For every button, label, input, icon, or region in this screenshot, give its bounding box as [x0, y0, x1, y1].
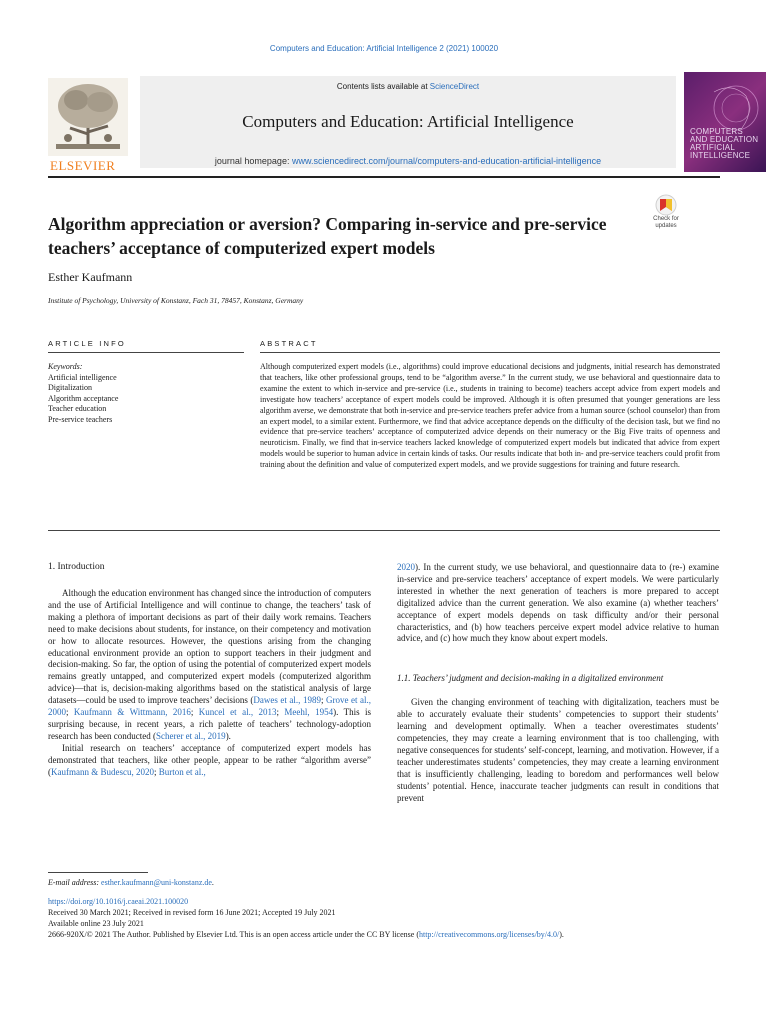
received-dates: Received 30 March 2021; Received in revised form 16 June 2021; Accepted 19 July 2021: [48, 908, 336, 917]
keyword-item: Digitalization: [48, 383, 92, 392]
keyword-item: Algorithm acceptance: [48, 393, 119, 403]
abstract-divider: [260, 352, 720, 353]
journal-info-box: [140, 76, 676, 168]
bookmark-icon: [646, 194, 686, 216]
author-name[interactable]: Esther Kaufmann: [48, 270, 133, 284]
sciencedirect-link[interactable]: ScienceDirect: [429, 82, 480, 91]
paragraph: [397, 562, 719, 645]
check-updates-label: Check for updates: [653, 216, 679, 229]
ref-link[interactable]: Dawes et al., 1989: [253, 695, 321, 706]
journal-homepage: [140, 156, 676, 166]
text-run: ). This is surprising because, in recent years, a rich palette of teachers’ technology-adoption research has been conducted (: [48, 707, 371, 741]
journal-cover[interactable]: [684, 72, 766, 172]
ref-link[interactable]: Meehl, 1954: [284, 707, 334, 718]
journal-header: [48, 72, 759, 174]
ref-link[interactable]: Scherer et al., 2019: [155, 730, 226, 741]
ref-link[interactable]: Burton et al.,: [158, 766, 206, 777]
author-affiliation: Institute of Psychology, University of Konstanz, Fach 31, 78457, Konstanz, Germany: [48, 296, 304, 305]
ref-link[interactable]: Kaufmann & Wittmann, 2016: [73, 707, 191, 718]
text-run: Although the education environment has changed since the introduction of computers and the use of Artificial Intelligence and will continue to change, the teachers’ task of making a plethora of important decisions as part of their daily work remains. Teachers need to make decisions about students, for instance, on their competency and motivation or how to allocate resources. However, the questions arising from the changing educational environment provide an option to support teachers in their judgment and decision-making. So far, the option of using the potential of computerized expert models remains greatly untapped, and computerized expert models (computerized algorithm advice)—that is, decision-making algorithms based on the statistical analysis of large datasets—could be used to improve teachers’ decisions (: [48, 588, 371, 706]
ref-link[interactable]: Kuncel et al., 2013: [198, 707, 277, 718]
journal-title: Computers and Education: Artificial Intelligence: [242, 112, 574, 131]
email-link[interactable]: esther.kaufmann@uni-konstanz.de: [101, 878, 212, 887]
subsection-heading: 1.1. Teachers’ judgment and decision-making in a digitalized environment: [397, 673, 664, 684]
homepage-label: journal homepage:: [214, 156, 292, 166]
text-run: ). In the current study, we use behavioral, and questionnaire data to (re-) examine in-service and pre-service teachers’ acceptance of expert models. We were particularly interested in whether the next generation of teachers is more prepared to accept digitalized advice than the current generation. We also examine (a) whether teachers’ acceptance of expert models depends on task difficulty and/or their personal characteristics, and (b) how teachers perceive expert model advice relative to human advice, and (c) how much they know about expert models.: [397, 562, 719, 644]
paragraph: Given the changing environment of teaching with digitalization, teachers must be able to accurately evaluate their students’ competencies to support their students’ learning and development optimally. When a teacher overestimates students’ competencies, they may create a learning environment that is too challenging, with negative consequences for students’ self-concept, learning, and motivation. However, if a teacher underestimates students’ competencies, they may create a learning environment that is insufficiently challenging, leading to boredom and performances well below students’ potential. Hence, inaccurate teacher judgments can result in conditions that prevent: [397, 697, 719, 803]
elsevier-logo: [48, 78, 128, 173]
article-metadata: [48, 896, 728, 940]
text-run: ).: [225, 730, 231, 741]
homepage-link[interactable]: www.sciencedirect.com/journal/computers-and-education-artificial-intelligence: [291, 156, 602, 166]
ref-link[interactable]: Grove et al., 2000: [48, 695, 372, 718]
keyword-item: Pre-service teachers: [48, 414, 113, 424]
abstract-heading: ABSTRACT: [260, 339, 318, 348]
ref-link[interactable]: 2020: [397, 562, 415, 572]
journal-citation[interactable]: Computers and Education: Artificial Intelligence 2 (2021) 100020: [269, 44, 499, 53]
footnote-end: .: [211, 878, 214, 887]
license-line: [48, 929, 728, 940]
text-run: 2666-920X/© 2021 The Author. Published by Elsevier Ltd. This is an open access article under the CC BY license (: [48, 930, 419, 939]
elsevier-tree-icon: [48, 78, 128, 156]
article-info-divider: [48, 352, 244, 353]
abstract-bottom-divider: [48, 530, 720, 531]
article-title: Algorithm appreciation or aversion? Comparing in-service and pre-service teachers’ acceptance of computerized expert models: [48, 214, 607, 258]
abstract-body: Although computerized expert models (i.e., algorithms) could improve educational decisions and judgments, initial research has demonstrated that teachers, like other professional groups, tend to be “algorithm averse.” In the current study, we use behavioral and questionnaire data to examine the extent to which in-service and pre-service (i.e., students in training to become) teachers accept advice from expert models and investigate how teachers’ acceptance of expert models could be improved. Although it is often presumed that younger generations are less algorithm averse, we demonstrate that both in-service and pre-service teachers prefer advice from a human source (school counselor) than from an expert model, to a similar extent. Furthermore, we find that advice acceptance depends on the difficulty of the decision task, but we find no evidence that pre-service teachers’ acceptance of computerized advice depends on their numeracy or the Big Five traits of openness and neuroticism. Finally, we find that in-service teachers lacked knowledge of computerized expert models but indicated that advice from expert models would be superior to human advice in certain kinds of tasks. Our results indicate that both in- and pre-service teachers could profit from training about the definition and value of computerized expert models, and we provide suggestions for training and future research.: [260, 362, 720, 470]
contents-line: [140, 82, 676, 91]
footnote-divider: [48, 872, 148, 873]
email-label: E-mail address:: [48, 878, 102, 887]
publisher-name: ELSEVIER: [50, 158, 116, 173]
doi-link[interactable]: https://doi.org/10.1016/j.caeai.2021.100020: [48, 897, 189, 906]
body-column-left: [48, 588, 371, 779]
text-run: Initial research on teachers’ acceptance of computerized expert models has demonstrated that teachers, like other people, appear to be rather “algorithm averse” (: [48, 742, 371, 777]
text-run: ).: [559, 930, 564, 939]
paragraph: Although the education environment has changed since the introduction of computers and the use of Artificial Intelligence and will continue to change, the teachers’ task of making a plethora of important decisions as part of their daily work remains. Teachers need to make decisions about students, for instance, on their competency and motivation or how to allocate resources. However, the questions arising from the changing educational environment provide an option to support teachers in their judgment and decision-making. So far, the option of using the potential of computerized expert models remains greatly untapped, and computerized expert models (computerized algorithm advice)—that is, decision-making algorithms based on the statistical analysis of large datasets—could be used to improve teachers’ decisions (Dawes et al., 1989; Grove et al., 2000; Kaufmann & Wittmann, 2016; Kuncel et al., 2013; Meehl, 1954). This is surprising because, in recent years, a rich palette of teachers’ technology-adoption research has been conducted (Scherer et al., 2019).: [48, 588, 372, 741]
spacer: [397, 645, 719, 657]
body-column-right: [397, 562, 719, 804]
keywords-label: Keywords:: [48, 362, 83, 371]
ref-link[interactable]: Kaufmann & Budescu, 2020: [51, 766, 154, 777]
article-info-heading: ARTICLE INFO: [48, 339, 126, 348]
contents-prefix: Contents lists available at: [336, 82, 430, 91]
cover-title: COMPUTERS AND EDUCATION ARTIFICIAL INTELLIGENCE: [690, 127, 759, 160]
header-divider: [48, 176, 720, 178]
paragraph: Initial research on teachers’ acceptance of computerized expert models has demonstrated that teachers, like other people, appear to be rather “algorithm averse” (Kaufmann & Budescu, 2020; Burton et al.,: [48, 742, 371, 777]
available-date: Available online 23 July 2021: [48, 919, 144, 928]
section-heading-introduction: 1. Introduction: [48, 562, 105, 572]
keyword-item: Artificial intelligence: [48, 372, 117, 382]
check-for-updates-button[interactable]: [646, 194, 686, 234]
footnote-email: [48, 878, 214, 887]
keywords-list: [48, 362, 244, 425]
keyword-item: Teacher education: [48, 404, 107, 413]
license-link[interactable]: http://creativecommons.org/licenses/by/4.0/: [418, 930, 560, 939]
